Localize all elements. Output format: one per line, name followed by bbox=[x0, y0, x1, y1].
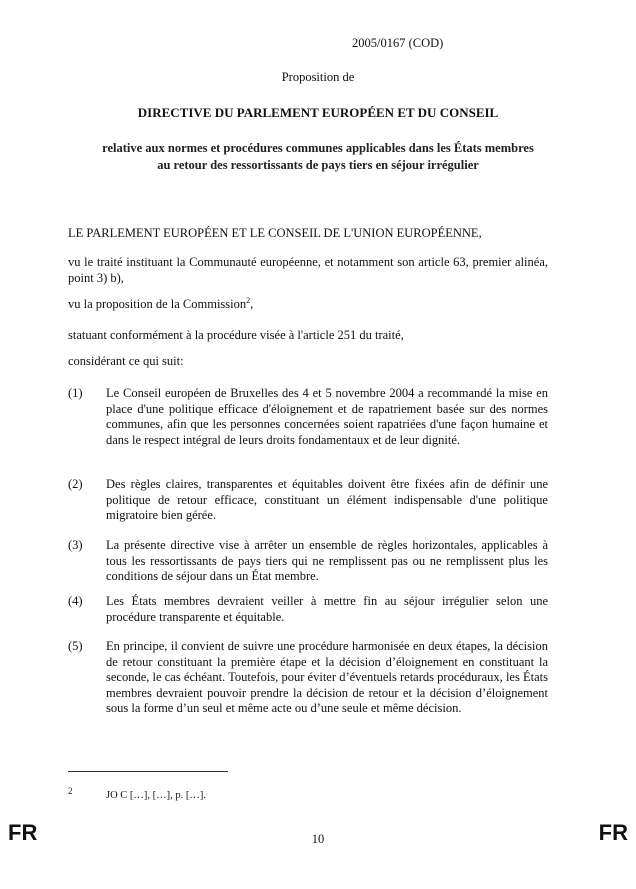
citation-proposal-text: vu la proposition de la Commission bbox=[68, 297, 247, 311]
directive-title: DIRECTIVE DU PARLEMENT EUROPÉEN ET DU CONSEIL bbox=[137, 105, 499, 120]
footnote-reference: 2 bbox=[246, 295, 251, 305]
footnote-divider bbox=[68, 771, 228, 772]
citation-treaty: vu le traité instituant la Communauté européenne, et notamment son article 63, premier alinéa, point 3) b), bbox=[68, 255, 548, 285]
preamble-heading: LE PARLEMENT EUROPÉEN ET LE CONSEIL DE L'UNION EUROPÉENNE, bbox=[68, 226, 482, 240]
subtitle-line-1: relative aux normes et procédures communes applicables dans les États membres bbox=[102, 141, 534, 155]
recital-text: Les États membres devraient veiller à mettre fin au séjour irrégulier selon une procédure transparente et équitable. bbox=[106, 594, 548, 624]
recital-number: (2) bbox=[68, 477, 83, 491]
recital-text: En principe, il convient de suivre une procédure harmonisée en deux étapes, la décision de retour constituant la première étape et la décision d’éloignement en constituant la seconde, le cas échéant. Toutefois, pour éviter d’éventuels retards procéduraux, les États membres devraient pouvoir prendre la décision de retour et la décision d’éloignement sous la forme d’un seul et même acte ou d’une seule et même décision. bbox=[106, 639, 548, 715]
citation-proposal bbox=[68, 297, 548, 313]
procedure-reference: 2005/0167 (COD) bbox=[352, 36, 444, 50]
language-code-right: FR bbox=[598, 820, 628, 845]
recital-number: (5) bbox=[68, 639, 83, 653]
citation-procedure: statuant conformément à la procédure visée à l'article 251 du traité, bbox=[68, 328, 404, 342]
recital-text: La présente directive vise à arrêter un ensemble de règles horizontales, applicables à tous les ressortissants de pays tiers qui ne remplissent pas ou ne remplissent plus les conditions de séjour dans un État membre. bbox=[106, 538, 548, 583]
recital-text: Des règles claires, transparentes et équitables doivent être fixées afin de définir une politique de retour efficace, constituant un élément indispensable d'une politique migratoire bien gérée. bbox=[106, 477, 548, 522]
recital-number: (3) bbox=[68, 538, 83, 552]
footnote-text: JO C […], […], p. […]. bbox=[106, 790, 207, 801]
language-code-left: FR bbox=[8, 820, 38, 845]
recital-number: (1) bbox=[68, 386, 83, 400]
subtitle-line-2: au retour des ressortissants de pays tiers en séjour irrégulier bbox=[157, 158, 479, 172]
recital-text: Le Conseil européen de Bruxelles des 4 et 5 novembre 2004 a recommandé la mise en place d'une politique efficace d'éloignement et de rapatriement basée sur des normes communes, afin que les personnes concernées soient rapatriées d'une façon humaine et dans le respect intégral de leurs droits fondamentaux et de leur dignité. bbox=[106, 386, 548, 447]
recital-number: (4) bbox=[68, 594, 83, 608]
footnote-number: 2 bbox=[68, 786, 73, 796]
directive-subtitle bbox=[60, 140, 576, 174]
considering-line: considérant ce qui suit: bbox=[68, 354, 184, 368]
proposal-label: Proposition de bbox=[281, 70, 355, 84]
page-number: 10 bbox=[311, 832, 325, 846]
citation-proposal-tail: , bbox=[250, 297, 254, 311]
